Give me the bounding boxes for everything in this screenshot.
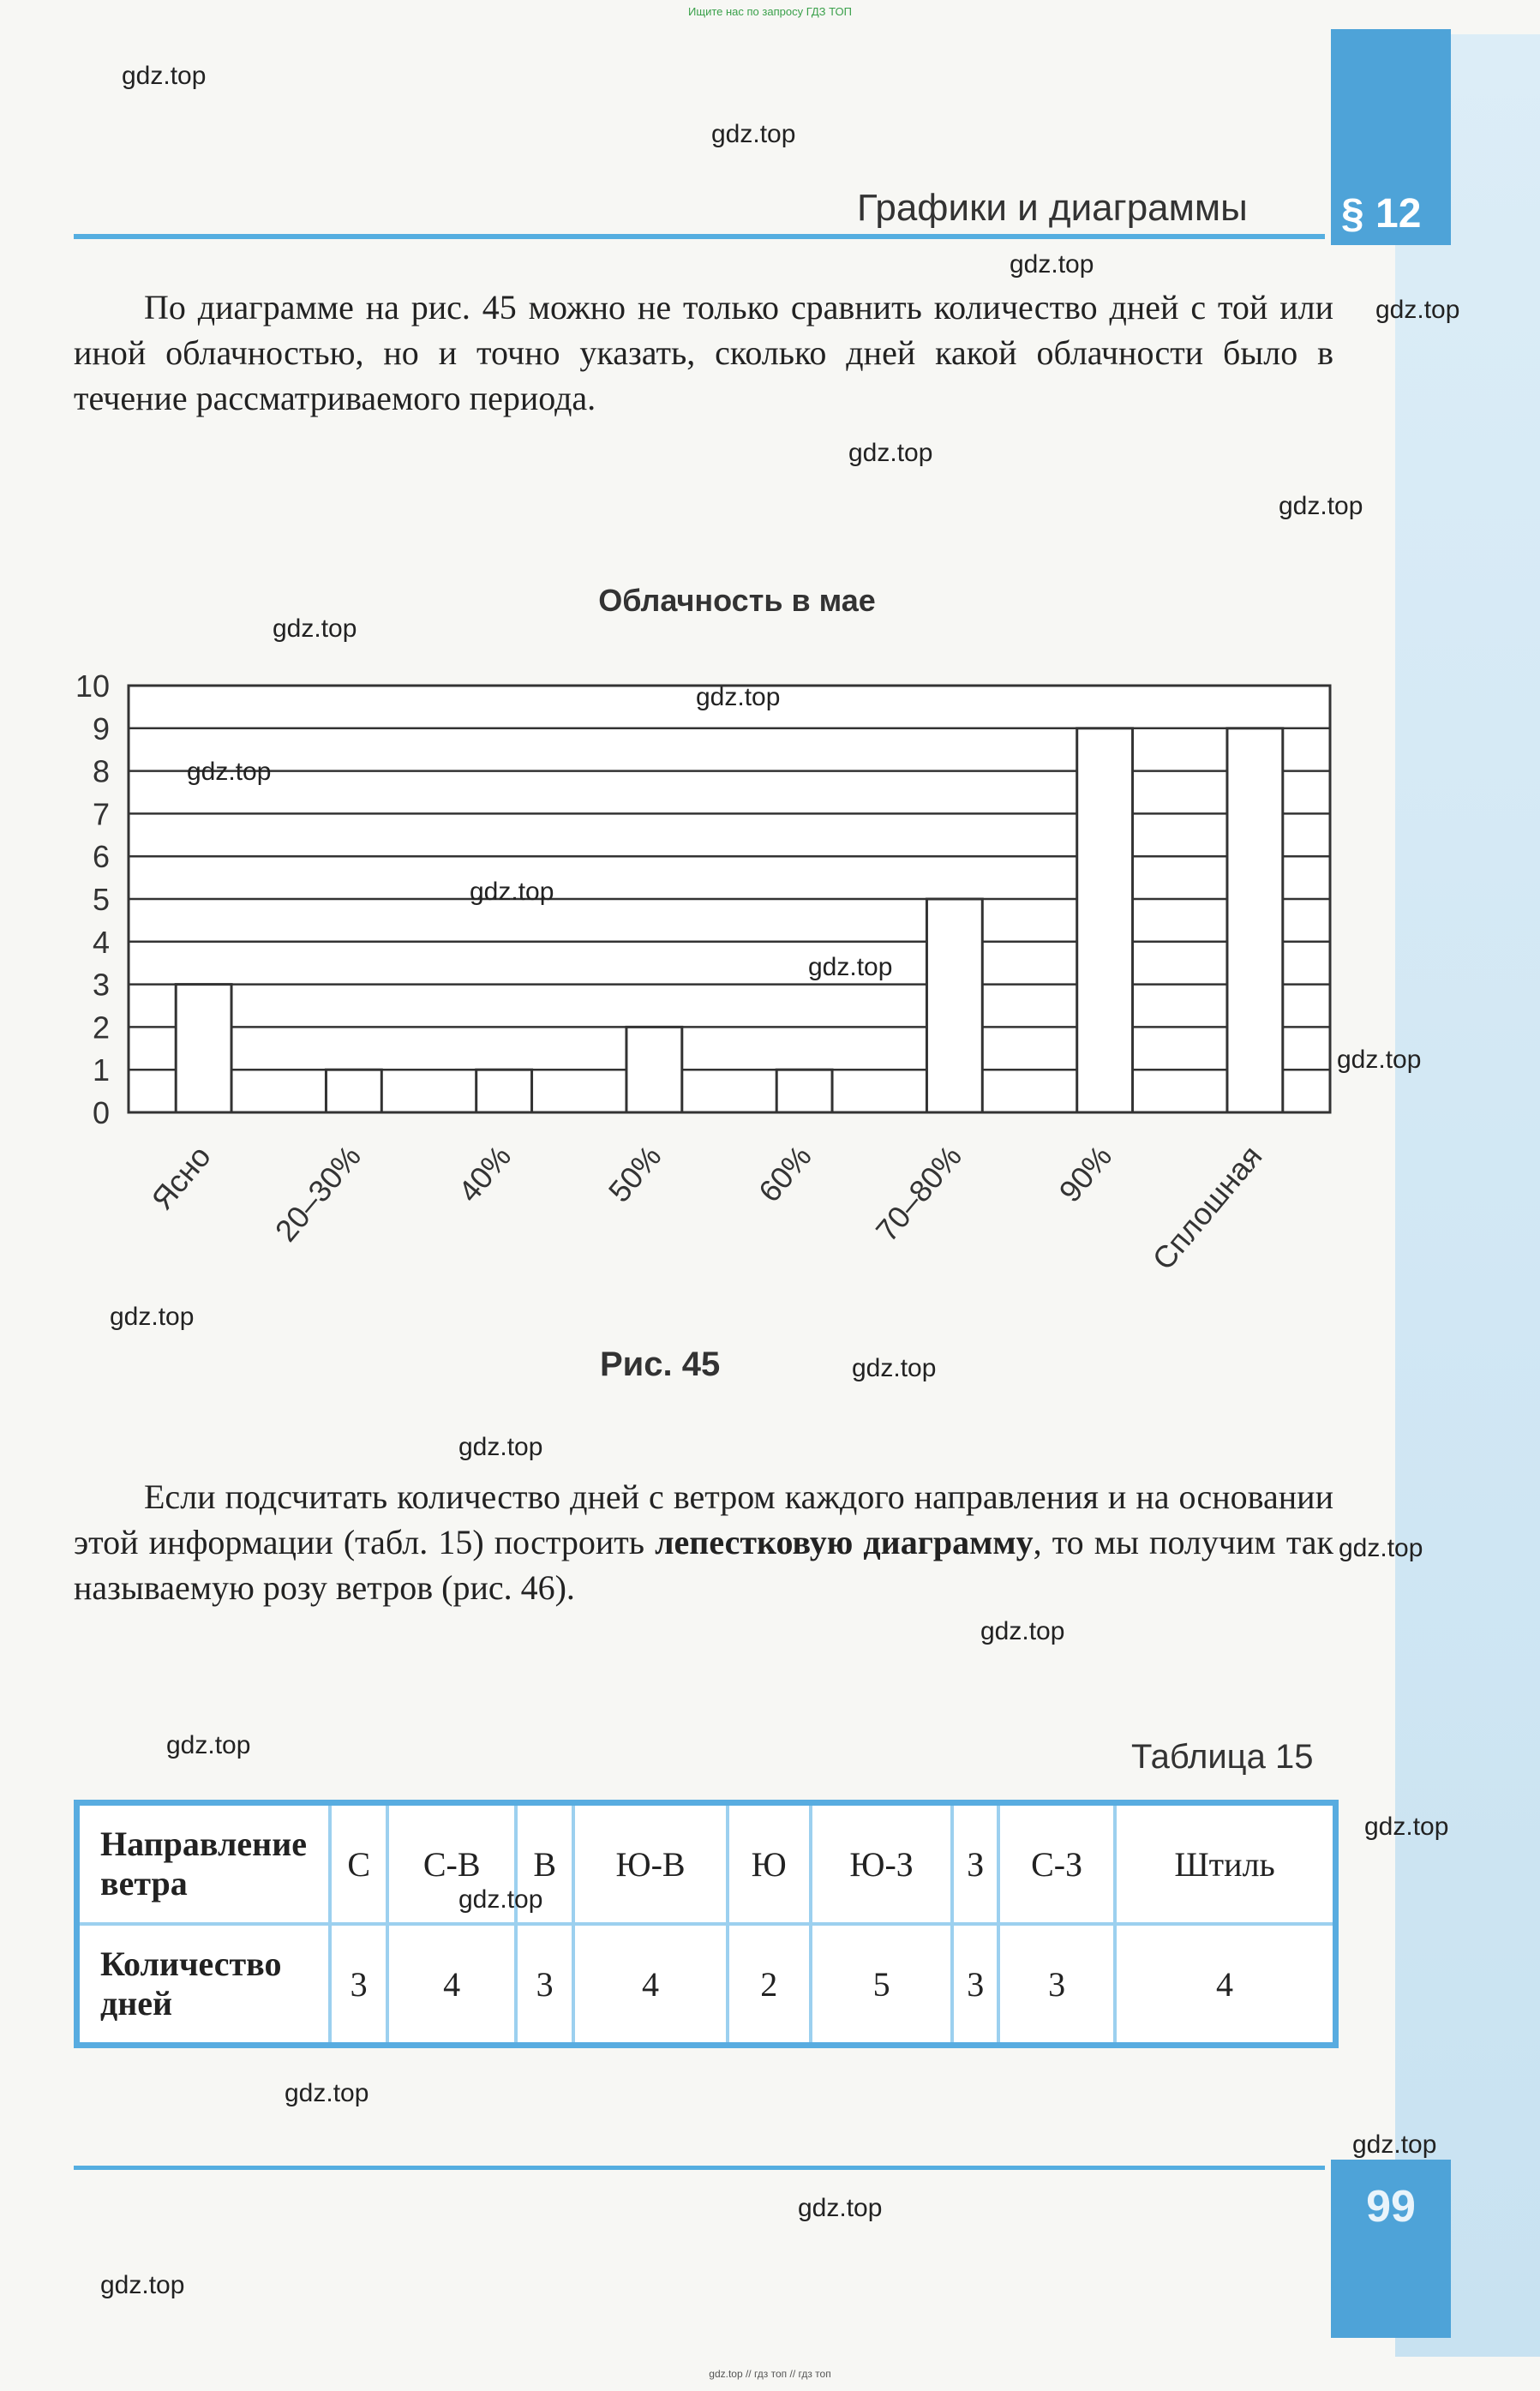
watermark: gdz.top bbox=[798, 2194, 883, 2222]
x-tick-label: 40% bbox=[451, 1138, 518, 1209]
y-tick-label: 4 bbox=[92, 924, 110, 960]
watermark: gdz.top bbox=[848, 439, 933, 467]
x-tick-label: Ясно bbox=[144, 1138, 218, 1217]
table-cell: 5 bbox=[811, 1924, 953, 2046]
table-cell: Штиль bbox=[1115, 1803, 1335, 1925]
watermark: gdz.top bbox=[458, 1433, 543, 1461]
watermark: gdz.top bbox=[1352, 2130, 1437, 2159]
y-tick-label: 8 bbox=[92, 753, 110, 789]
watermark: gdz.top bbox=[1339, 1534, 1423, 1562]
bottom-note: gdz.top // гдз топ // гдз топ bbox=[709, 2368, 831, 2380]
wind-table bbox=[74, 1800, 1339, 2048]
bar bbox=[1077, 728, 1133, 1112]
watermark: gdz.top bbox=[852, 1354, 937, 1382]
row-header-direction bbox=[77, 1803, 331, 1925]
y-tick-label: 1 bbox=[92, 1052, 110, 1088]
y-tick-label: 0 bbox=[92, 1095, 110, 1130]
paragraph-1-text: По диаграмме на рис. 45 можно не только сравнить количество дней с той или иной облачностью, но и точно указать, сколько дней какой облачности было в течение рассматриваемого периода. bbox=[74, 288, 1333, 417]
watermark: gdz.top bbox=[273, 614, 357, 643]
top-note: Ищите нас по запросу ГДЗ ТОП bbox=[688, 5, 852, 18]
table-cell: Ю-З bbox=[811, 1803, 953, 1925]
chart-title: Облачность в мае bbox=[598, 583, 876, 618]
table-cell: В bbox=[516, 1803, 573, 1925]
watermark: gdz.top bbox=[1364, 1813, 1449, 1841]
bar bbox=[326, 1070, 381, 1112]
bar bbox=[626, 1027, 682, 1112]
figure-caption: Рис. 45 bbox=[600, 1345, 721, 1383]
x-tick-label: 60% bbox=[752, 1138, 818, 1209]
bar bbox=[176, 985, 231, 1112]
table-cell: 2 bbox=[728, 1924, 811, 2046]
watermark: gdz.top bbox=[980, 1617, 1065, 1645]
table-cell: С-З bbox=[998, 1803, 1115, 1925]
watermark: gdz.top bbox=[711, 120, 796, 148]
x-tick-label: 90% bbox=[1052, 1138, 1119, 1209]
bar bbox=[476, 1070, 532, 1112]
table-cell: 4 bbox=[573, 1924, 727, 2046]
row-header-line: дней bbox=[100, 1984, 173, 2022]
watermark: gdz.top bbox=[100, 2271, 185, 2299]
watermark: gdz.top bbox=[1337, 1046, 1422, 1074]
table-row-days bbox=[77, 1924, 1336, 2046]
paragraph-2-term: лепестковую диаграмму bbox=[655, 1523, 1034, 1561]
y-tick-label: 9 bbox=[92, 710, 110, 746]
table-cell: 4 bbox=[387, 1924, 516, 2046]
watermark: gdz.top bbox=[166, 1731, 251, 1759]
watermark: gdz.top bbox=[1375, 296, 1460, 324]
row-header-line: ветра bbox=[100, 1864, 188, 1903]
row-header-line: Направление bbox=[100, 1825, 307, 1863]
table-cell: 3 bbox=[998, 1924, 1115, 2046]
paragraph-2 bbox=[74, 1474, 1333, 1610]
page-number: 99 bbox=[1366, 2182, 1416, 2232]
watermark: gdz.top bbox=[187, 758, 272, 786]
paragraph-2-text: Если подсчитать количество дней с ветром каждого направления и на основании этой информации (табл. 15) построить bbox=[74, 1477, 1333, 1561]
y-tick-label: 6 bbox=[92, 839, 110, 875]
bar bbox=[1227, 728, 1283, 1112]
page-header-title: Графики и диаграммы bbox=[857, 187, 1248, 229]
table-cell: Ю bbox=[728, 1803, 811, 1925]
x-tick-label: 20–30% bbox=[267, 1138, 369, 1249]
table-cell: 3 bbox=[516, 1924, 573, 2046]
watermark: gdz.top bbox=[1010, 250, 1094, 279]
bar bbox=[926, 899, 982, 1112]
y-tick-label: 2 bbox=[92, 1010, 110, 1046]
y-tick-label: 7 bbox=[92, 796, 110, 832]
watermark: gdz.top bbox=[696, 683, 781, 711]
table-caption: Таблица 15 bbox=[1131, 1738, 1314, 1776]
paragraph-1 bbox=[74, 285, 1333, 421]
table-cell: 3 bbox=[952, 1924, 998, 2046]
bar bbox=[776, 1070, 832, 1112]
watermark: gdz.top bbox=[470, 878, 554, 906]
x-tick-label: 70–80% bbox=[868, 1138, 969, 1249]
y-tick-label: 3 bbox=[92, 967, 110, 1003]
watermark: gdz.top bbox=[1279, 492, 1363, 520]
paragraph-2-text-end: , то мы получим так называемую розу ветров (рис. 46). bbox=[74, 1523, 1333, 1607]
header-rule bbox=[74, 234, 1325, 239]
table-cell: С bbox=[330, 1803, 387, 1925]
side-strip bbox=[1395, 34, 1540, 2357]
table-cell: С-В bbox=[387, 1803, 516, 1925]
watermark: gdz.top bbox=[808, 953, 893, 981]
table-cell: З bbox=[952, 1803, 998, 1925]
x-tick-label: Сплошная bbox=[1145, 1138, 1269, 1277]
row-header-line: Количество bbox=[100, 1945, 282, 1983]
y-tick-label: 5 bbox=[92, 882, 110, 917]
table-cell: 4 bbox=[1115, 1924, 1335, 2046]
watermark: gdz.top bbox=[122, 62, 207, 90]
section-label: § 12 bbox=[1341, 191, 1422, 237]
row-header-days bbox=[77, 1924, 331, 2046]
table-cell: Ю-В bbox=[573, 1803, 727, 1925]
table-cell: 3 bbox=[330, 1924, 387, 2046]
footer-rule bbox=[74, 2166, 1325, 2170]
table-row-directions bbox=[77, 1803, 1336, 1925]
watermark: gdz.top bbox=[110, 1303, 195, 1331]
x-tick-label: 50% bbox=[601, 1138, 668, 1209]
watermark: gdz.top bbox=[285, 2079, 369, 2107]
y-tick-label: 10 bbox=[75, 668, 110, 704]
watermark: gdz.top bbox=[458, 1885, 543, 1914]
